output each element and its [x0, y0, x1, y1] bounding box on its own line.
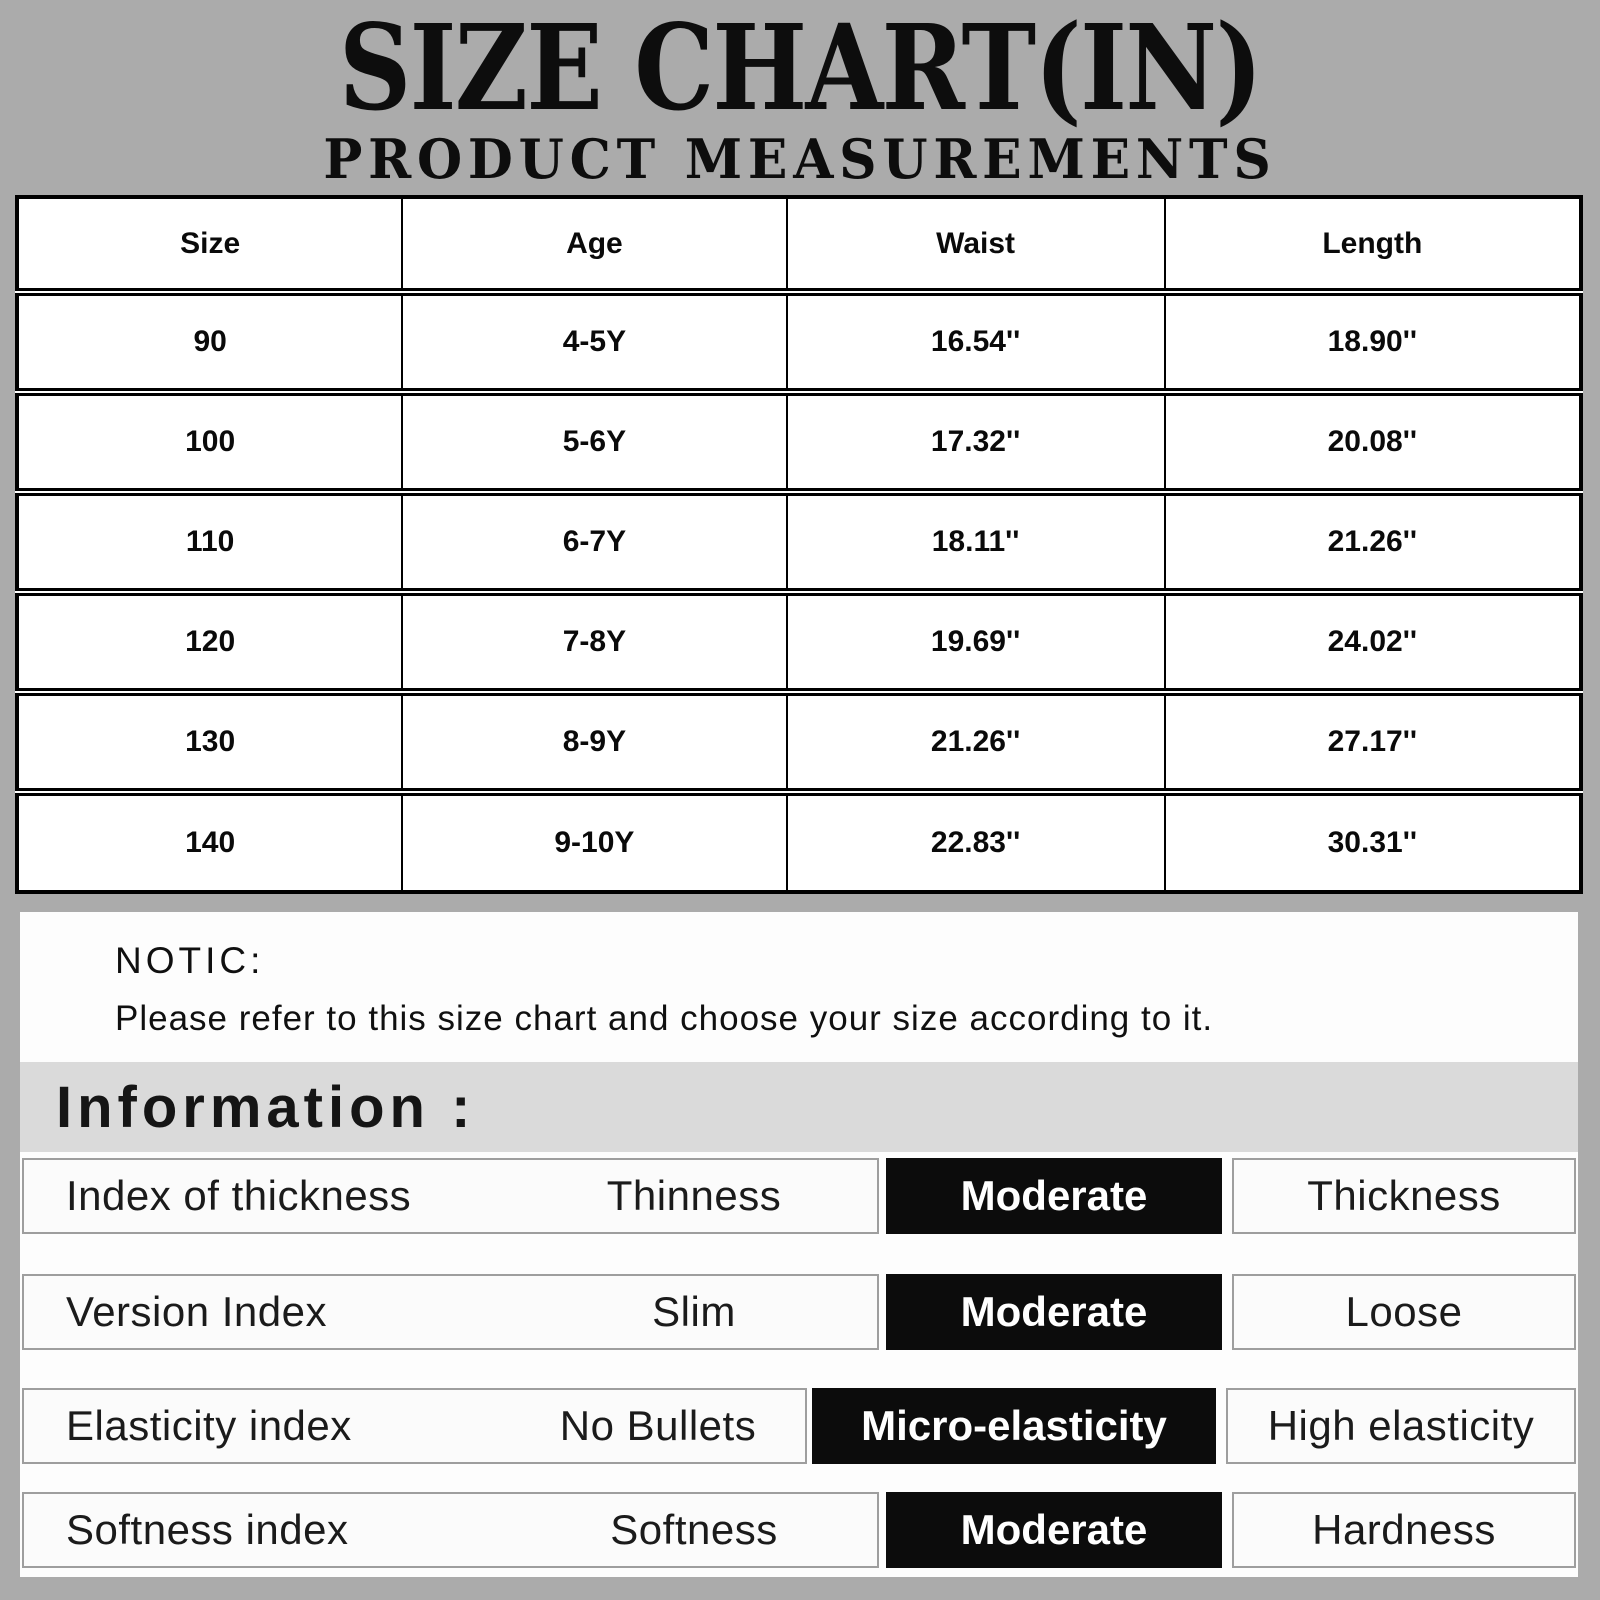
size-table-body — [17, 292, 1581, 892]
table-header-row — [17, 197, 1581, 292]
info-option-selected: Moderate — [886, 1492, 1222, 1568]
table-cell: 120 — [17, 592, 402, 692]
information-band — [20, 1062, 1578, 1152]
page-subtitle: PRODUCT MEASUREMENTS — [323, 127, 1277, 192]
info-label: Index of thickness — [66, 1172, 412, 1219]
info-label: Version Index — [66, 1288, 328, 1335]
table-cell: 5-6Y — [402, 392, 786, 492]
table-cell: 9-10Y — [402, 792, 786, 892]
info-option-selected: Micro-elasticity — [812, 1388, 1216, 1464]
table-cell: 8-9Y — [402, 692, 786, 792]
table-cell: 27.17'' — [1165, 692, 1581, 792]
info-row-version — [22, 1274, 1576, 1350]
info-label: Elasticity index — [66, 1402, 352, 1449]
info-option-selected: Moderate — [886, 1158, 1222, 1234]
column-header-size: Size — [17, 197, 402, 292]
info-row-left-bar — [22, 1492, 879, 1568]
info-label: Softness index — [66, 1506, 349, 1553]
table-cell: 20.08'' — [1165, 392, 1581, 492]
column-header-waist: Waist — [787, 197, 1165, 292]
table-cell: 6-7Y — [402, 492, 786, 592]
info-row-elasticity — [22, 1388, 1576, 1464]
information-heading: Information : — [56, 1074, 476, 1140]
size-table-header — [17, 197, 1581, 292]
info-row-left-bar — [22, 1274, 879, 1350]
info-row-left-bar — [22, 1388, 807, 1464]
table-cell: 22.83'' — [787, 792, 1165, 892]
table-cell: 21.26'' — [787, 692, 1165, 792]
table-cell: 24.02'' — [1165, 592, 1581, 692]
info-row-thickness — [22, 1158, 1576, 1234]
table-cell: 4-5Y — [402, 292, 786, 392]
notice-text: Please refer to this size chart and choose your size according to it. — [115, 999, 1214, 1038]
table-cell: 130 — [17, 692, 402, 792]
info-option-right: Thickness — [1232, 1158, 1576, 1234]
table-cell: 17.32'' — [787, 392, 1165, 492]
table-row — [17, 592, 1581, 692]
table-row — [17, 292, 1581, 392]
info-option-right: Loose — [1232, 1274, 1576, 1350]
info-option-left: No Bullets — [559, 1402, 757, 1449]
table-row — [17, 792, 1581, 892]
table-row — [17, 392, 1581, 492]
notice-information-panel — [20, 912, 1578, 1577]
table-cell: 140 — [185, 826, 236, 859]
size-table — [15, 195, 1583, 894]
info-option-left: Slim — [652, 1288, 736, 1335]
table-row — [17, 492, 1581, 592]
table-cell: 110 — [17, 492, 402, 592]
table-cell: 100 — [17, 392, 402, 492]
info-option-left: Thinness — [606, 1172, 782, 1219]
page-title: SIZE CHART(IN) — [338, 0, 1262, 137]
info-option-left: Softness — [610, 1506, 778, 1553]
table-cell: 21.26'' — [1165, 492, 1581, 592]
table-cell: 18.11'' — [787, 492, 1165, 592]
info-row-left-bar — [22, 1158, 879, 1234]
info-row-softness — [22, 1492, 1576, 1568]
table-row — [17, 692, 1581, 792]
notice-heading: NOTIC: — [115, 940, 265, 981]
info-option-right: Hardness — [1232, 1492, 1576, 1568]
chart-header — [0, 0, 1600, 192]
info-option-right: High elasticity — [1226, 1388, 1576, 1464]
column-header-length: Length — [1165, 197, 1581, 292]
table-cell: 30.31'' — [1165, 792, 1581, 892]
table-cell: 7-8Y — [402, 592, 786, 692]
info-option-selected: Moderate — [886, 1274, 1222, 1350]
table-cell: 16.54'' — [787, 292, 1165, 392]
column-header-age: Age — [402, 197, 786, 292]
table-cell: 19.69'' — [787, 592, 1165, 692]
table-cell: 18.90'' — [1165, 292, 1581, 392]
table-cell: 90 — [17, 292, 402, 392]
